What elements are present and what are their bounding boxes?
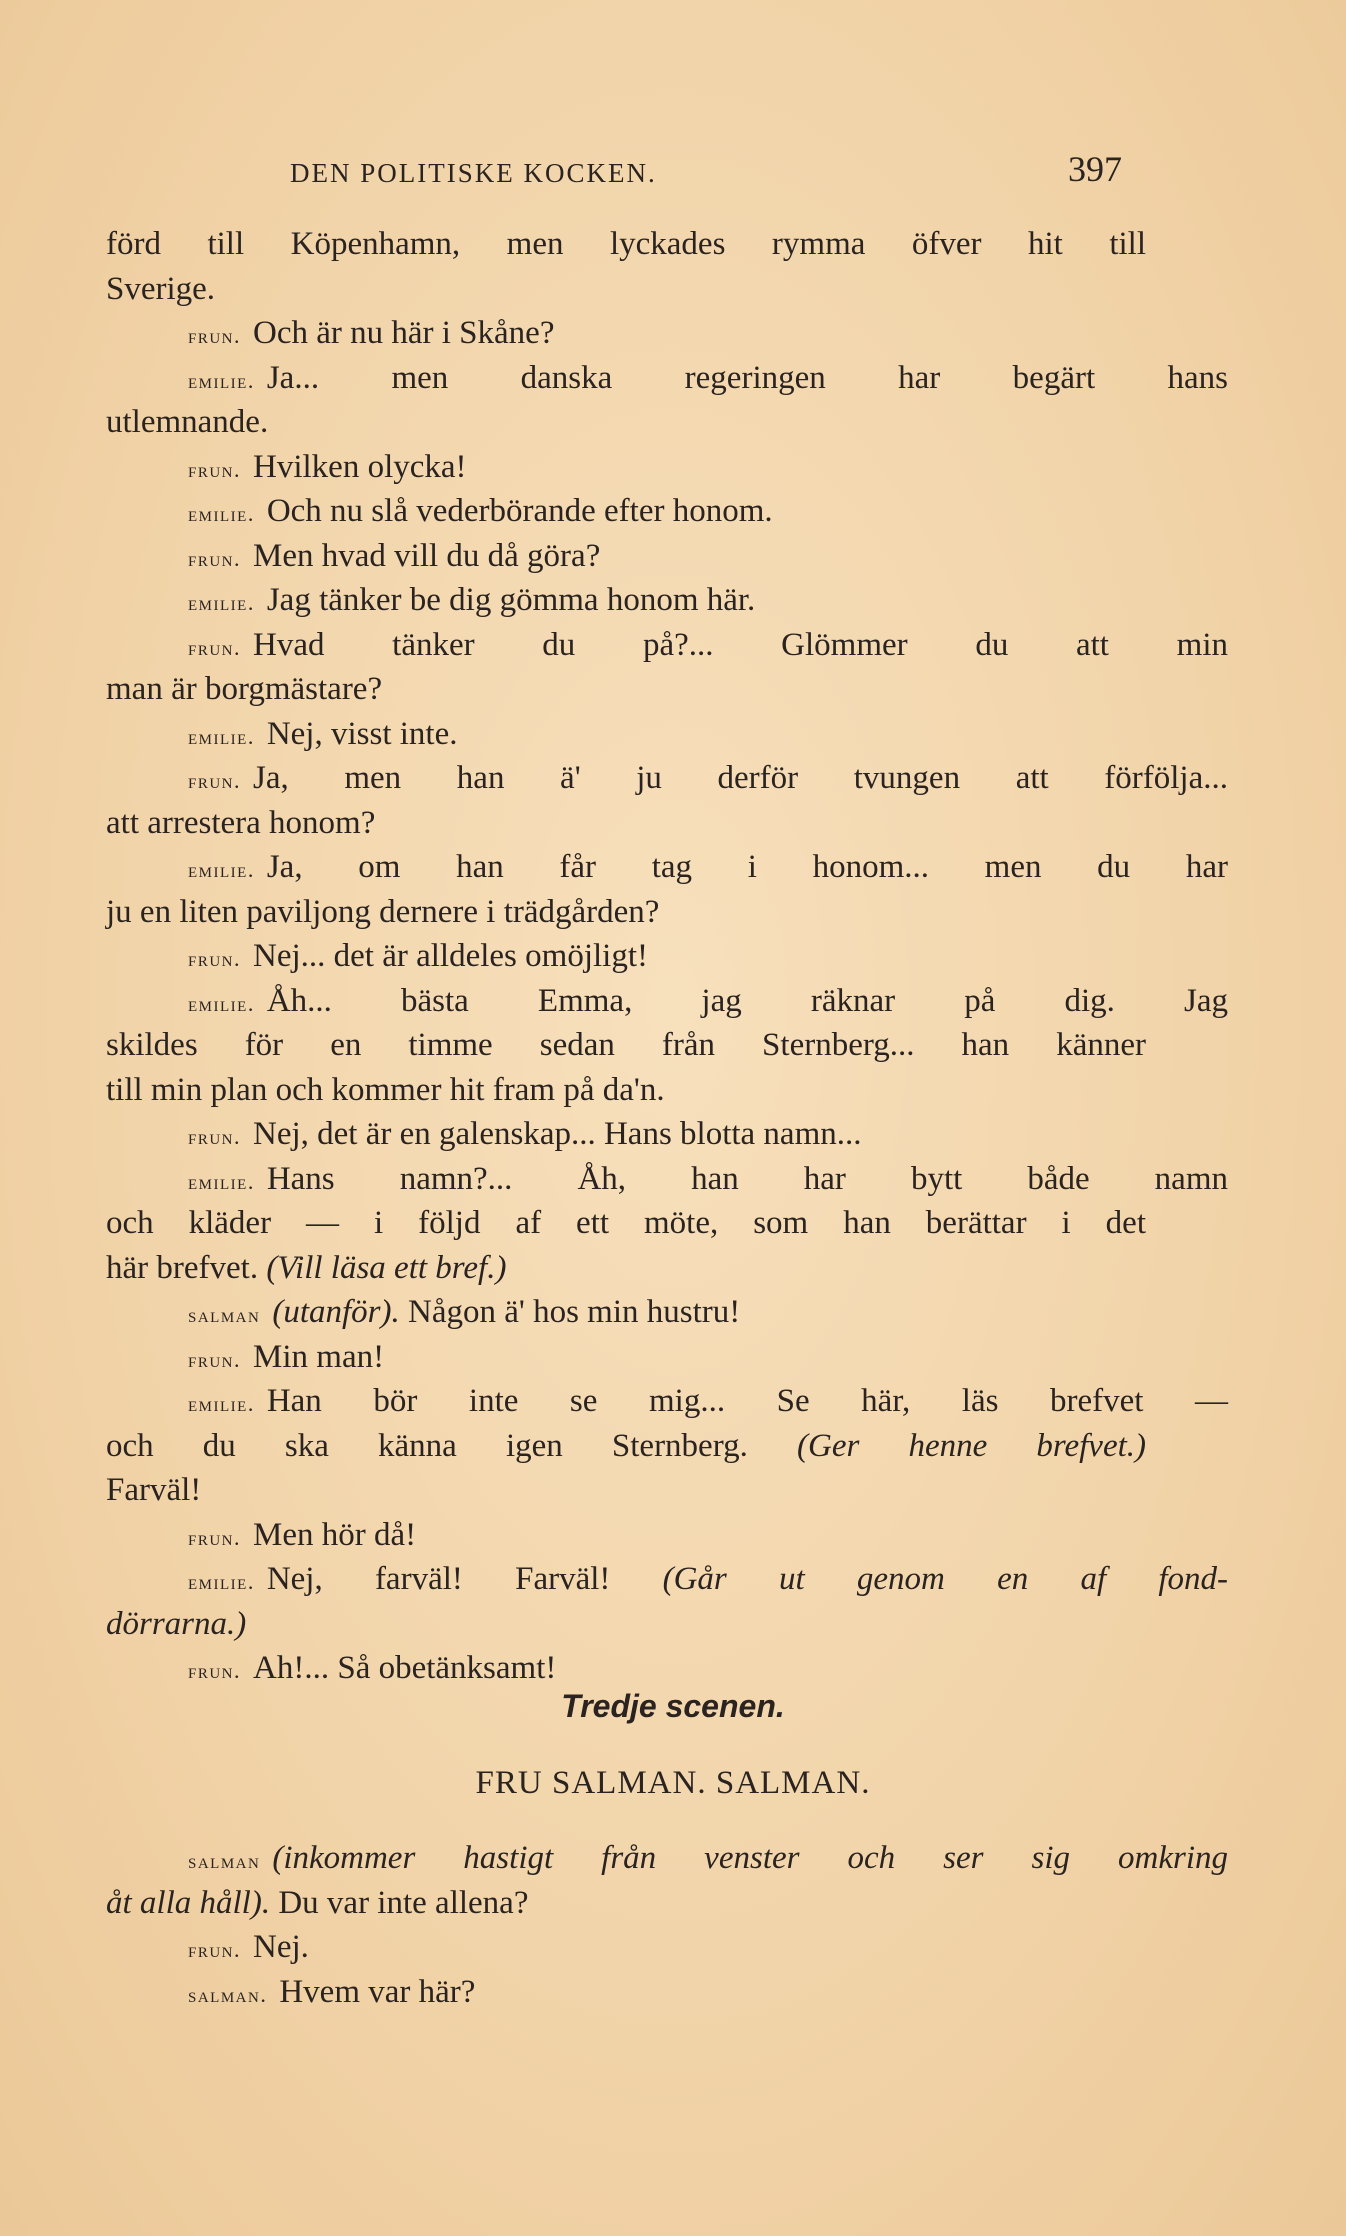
speaker-name: frun. bbox=[188, 1346, 242, 1372]
scene-cast: FRU SALMAN. SALMAN. bbox=[475, 1765, 871, 1801]
speaker-name: emilie. bbox=[188, 1391, 255, 1416]
text-line bbox=[106, 712, 1228, 756]
text-line bbox=[106, 534, 1228, 578]
stage-direction: (Går ut genom en af fond- bbox=[662, 1561, 1228, 1597]
text-line bbox=[106, 1970, 1228, 2014]
page-header bbox=[0, 148, 1346, 198]
text-line bbox=[106, 756, 1228, 800]
line-text: Ja, men han ä' ju derför tvungen att förfölja... bbox=[253, 760, 1228, 796]
text-line bbox=[106, 1836, 1228, 1880]
speaker-name: emilie. bbox=[188, 501, 255, 526]
speaker-name: frun. bbox=[188, 1937, 242, 1962]
text-line bbox=[106, 489, 1228, 533]
stage-direction: (inkommer hastigt från venster och ser sig omkring bbox=[272, 1840, 1228, 1876]
speaker-name: emilie. bbox=[188, 1168, 255, 1194]
line-text: Sverige. bbox=[106, 270, 216, 307]
line-text: Jag tänker be dig gömma honom här. bbox=[266, 582, 756, 618]
line-text: Farväl! bbox=[106, 1472, 202, 1508]
speaker-name: salman bbox=[188, 1302, 261, 1327]
line-text: och du ska känna igen Sternberg. bbox=[106, 1427, 748, 1464]
line-text: Och nu slå vederbörande efter honom. bbox=[266, 493, 773, 529]
text-line bbox=[106, 1023, 1146, 1067]
line-text: Han bör inte se mig... Se här, läs brefvet — bbox=[266, 1383, 1228, 1419]
line-text: Ah!... Så obetänksamt! bbox=[253, 1650, 557, 1686]
text-line bbox=[106, 979, 1228, 1023]
line-text: och kläder — i följd af ett möte, som han berättar i det bbox=[106, 1205, 1146, 1241]
line-text: Min man! bbox=[253, 1338, 385, 1375]
stage-direction: åt alla håll). bbox=[106, 1884, 271, 1921]
speaker-name: frun. bbox=[188, 545, 242, 571]
line-text: Nej, visst inte. bbox=[266, 715, 458, 752]
speaker-name: emilie. bbox=[188, 723, 255, 749]
stage-direction: dörrarna.) bbox=[106, 1605, 247, 1642]
line-text: man är borgmästare? bbox=[106, 671, 383, 707]
speaker-name: emilie. bbox=[188, 1569, 255, 1594]
text-line bbox=[106, 667, 1146, 711]
text-line bbox=[106, 845, 1228, 889]
line-text: här brefvet. bbox=[106, 1249, 259, 1286]
running-head: DEN POLITISKE KOCKEN. bbox=[290, 158, 657, 188]
text-line bbox=[106, 1335, 1228, 1379]
stage-direction: (utanför). bbox=[272, 1294, 400, 1330]
stage-direction: (Vill läsa ett bref.) bbox=[266, 1249, 507, 1286]
speaker-name: emilie. bbox=[188, 590, 255, 615]
line-text: ju en liten paviljong dernere i trädgården? bbox=[106, 893, 660, 930]
text-line bbox=[106, 222, 1146, 266]
text-line bbox=[106, 1424, 1146, 1468]
line-text: till min plan och kommer hit fram på da'n. bbox=[106, 1071, 665, 1108]
line-text: Hans namn?... Åh, han har bytt både namn bbox=[266, 1160, 1228, 1197]
speaker-name: frun. bbox=[188, 946, 242, 971]
speaker-name: frun. bbox=[188, 1124, 242, 1149]
line-text: Nej... det är alldeles omöjligt! bbox=[253, 938, 648, 974]
line-text: Nej, det är en galenskap... Hans blotta namn... bbox=[253, 1116, 862, 1152]
speaker-name: frun. bbox=[188, 1658, 242, 1683]
text-line bbox=[106, 1068, 1146, 1112]
speaker-name: frun. bbox=[188, 456, 242, 482]
text-line bbox=[106, 623, 1228, 667]
text-line bbox=[106, 1468, 1146, 1512]
text-line bbox=[106, 1513, 1228, 1557]
scene-title: Tredje scenen. bbox=[561, 1688, 785, 1724]
speaker-name: frun. bbox=[188, 323, 242, 348]
line-text: Nej, farväl! Farväl! bbox=[266, 1561, 611, 1597]
speaker-name: frun. bbox=[188, 1524, 242, 1550]
line-text: att arrestera honom? bbox=[106, 804, 376, 841]
speaker-name: salman. bbox=[188, 1981, 268, 2007]
text-line bbox=[106, 1925, 1228, 1969]
line-text: Ja... men danska regeringen har begärt hans bbox=[266, 359, 1228, 396]
text-line bbox=[106, 1246, 1146, 1290]
text-line bbox=[106, 934, 1228, 978]
text-line bbox=[106, 801, 1146, 845]
text-line bbox=[106, 1290, 1228, 1334]
line-text: Men hvad vill du då göra? bbox=[253, 537, 601, 574]
text-line bbox=[106, 1881, 1146, 1925]
line-text: förd till Köpenhamn, men lyckades rymma öfver hit till bbox=[106, 226, 1146, 262]
text-line bbox=[106, 1646, 1228, 1690]
text-line bbox=[106, 445, 1228, 489]
text-line bbox=[106, 400, 1146, 444]
text-line bbox=[106, 890, 1146, 934]
line-text: Hvilken olycka! bbox=[253, 448, 467, 485]
speaker-name: emilie. bbox=[188, 990, 255, 1016]
text-line bbox=[106, 1201, 1146, 1245]
text-line bbox=[106, 1602, 1146, 1646]
text-line bbox=[106, 1112, 1228, 1156]
speaker-name: salman bbox=[188, 1848, 261, 1873]
text-line bbox=[106, 311, 1228, 355]
line-text: Någon ä' hos min hustru! bbox=[408, 1294, 741, 1330]
line-text: Ja, om han får tag i honom... men du har bbox=[266, 849, 1228, 885]
speaker-name: frun. bbox=[188, 634, 242, 660]
line-text: skildes för en timme sedan från Sternberg... han känner bbox=[106, 1027, 1146, 1063]
line-text: Hvem var här? bbox=[279, 1973, 476, 2010]
speaker-name: frun. bbox=[188, 768, 242, 793]
line-text: Nej. bbox=[253, 1929, 309, 1965]
line-text: Och är nu här i Skåne? bbox=[253, 315, 555, 351]
line-text: Hvad tänker du på?... Glömmer du att min bbox=[253, 626, 1228, 663]
text-line bbox=[106, 1557, 1228, 1601]
text-line bbox=[106, 267, 1146, 311]
text-line bbox=[106, 356, 1228, 400]
line-text: utlemnande. bbox=[106, 404, 269, 440]
text-line bbox=[106, 578, 1228, 622]
text-line bbox=[106, 1379, 1228, 1423]
page-number: 397 bbox=[1068, 149, 1122, 189]
speaker-name: emilie. bbox=[188, 367, 255, 393]
text-line bbox=[106, 1157, 1228, 1201]
line-text: Du var inte allena? bbox=[278, 1884, 529, 1921]
line-text: Men hör då! bbox=[253, 1516, 417, 1553]
line-text: Åh... bästa Emma, jag räknar på dig. Jag bbox=[266, 982, 1228, 1019]
stage-direction: (Ger henne brefvet.) bbox=[797, 1427, 1147, 1464]
speaker-name: emilie. bbox=[188, 857, 255, 882]
